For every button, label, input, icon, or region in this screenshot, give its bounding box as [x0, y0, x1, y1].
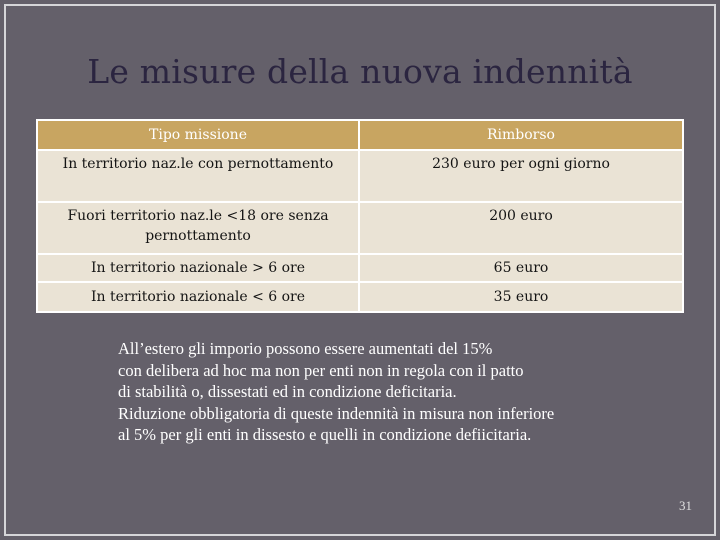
cell-tipo: Fuori territorio naz.le <18 ore senza pernottamento [37, 202, 359, 254]
notes-line: con delibera ad hoc ma non per enti non in regola con il patto [118, 360, 524, 380]
notes-line: Riduzione obbligatoria di queste indennità in misura non inferiore [118, 403, 555, 423]
notes-line: All’estero gli imporio possono essere aumentati del 15% [118, 339, 493, 358]
cell-tipo: In territorio naz.le con pernottamento [37, 150, 359, 202]
header-rimborso: Rimborso [359, 120, 683, 150]
cell-rimborso: 65 euro [359, 254, 683, 282]
cell-rimborso: 200 euro [359, 202, 683, 254]
indemnity-table [36, 119, 684, 313]
table-row [37, 254, 683, 282]
table-row [37, 150, 683, 202]
cell-rimborso: 35 euro [359, 282, 683, 312]
cell-tipo: In territorio nazionale < 6 ore [37, 282, 359, 312]
table-row [37, 282, 683, 312]
cell-tipo: In territorio nazionale > 6 ore [37, 254, 359, 282]
slide-title: Le misure della nuova indennità [87, 52, 633, 91]
table-header-row [37, 120, 683, 150]
cell-rimborso: 230 euro per ogni giorno [359, 150, 683, 202]
header-tipo-missione: Tipo missione [37, 120, 359, 150]
page-number: 31 [679, 498, 692, 513]
notes-line: al 5% per gli enti in dissesto e quelli in condizione defiicitaria. [118, 425, 532, 444]
notes-line: di stabilità o, dissestati ed in condizione deficitaria. [118, 382, 457, 401]
table-row [37, 202, 683, 254]
notes-text [118, 338, 678, 446]
